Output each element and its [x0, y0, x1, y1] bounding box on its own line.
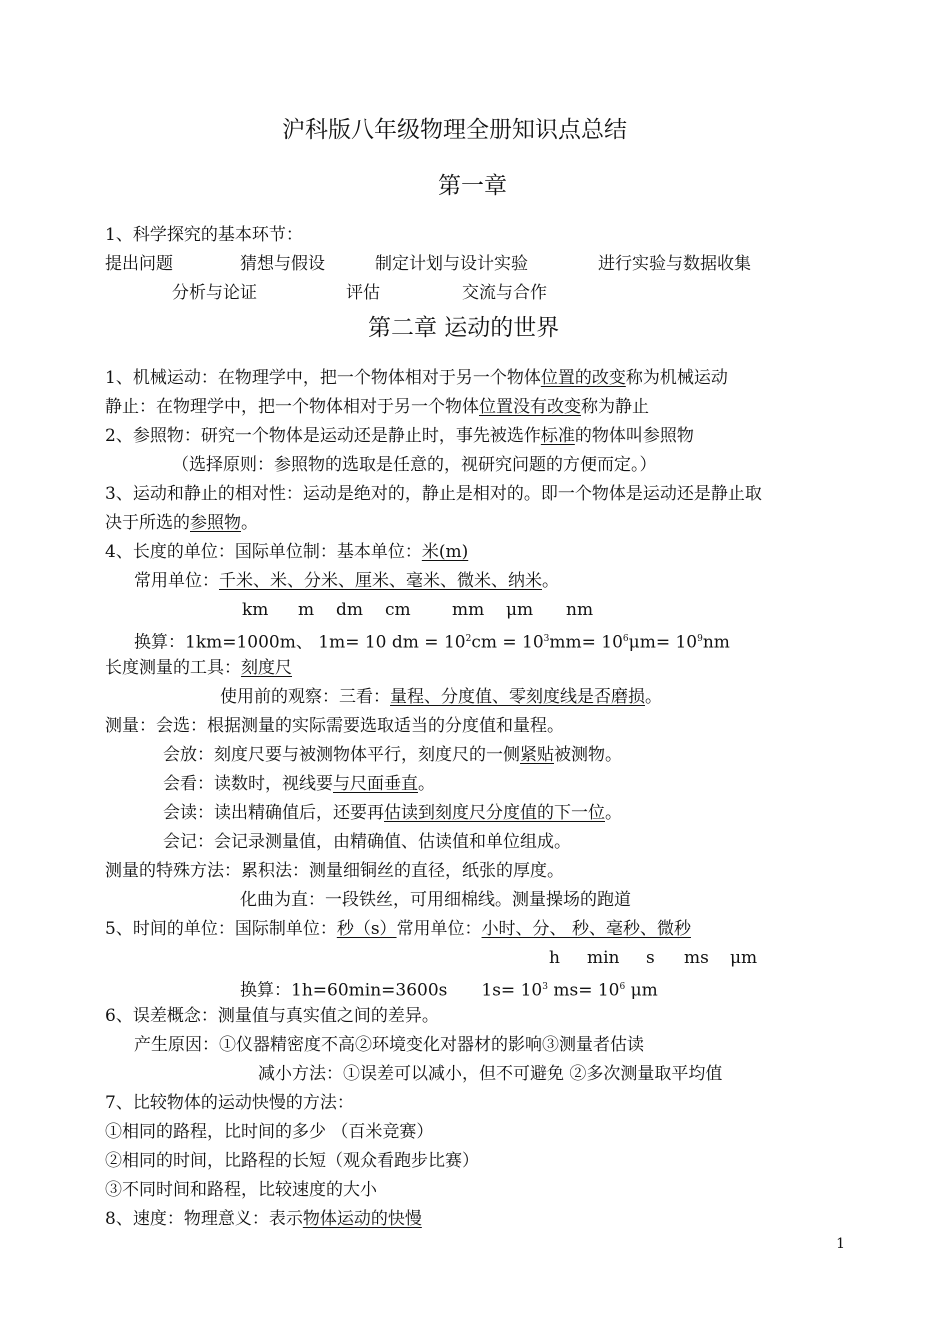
line-observe: 使用前的观察：三看：量程、分度值、零刻度线是否磨损。	[220, 687, 662, 707]
line-reference: 2、参照物：研究一个物体是运动还是静止时，事先被选作标准的物体叫参照物	[105, 426, 694, 446]
page-number: 1	[836, 1236, 845, 1252]
ch1-step: 进行实验与数据收集	[598, 254, 751, 274]
line-measure-look: 会看：读数时，视线要与尺面垂直。	[163, 774, 435, 794]
line-length-unit: 4、长度的单位：国际单位制：基本单位：米(m)	[105, 542, 469, 562]
ch1-step: 分析与论证	[172, 283, 257, 303]
line-measure-record: 会记：会记录测量值，由精确值、估读值和单位组成。	[163, 832, 571, 852]
line-compare-3: ③不同时间和路程，比较速度的大小	[105, 1180, 377, 1200]
unit-symbol: cm	[385, 600, 411, 620]
time-unit-symbol: μm	[730, 948, 758, 968]
line-mechanical-motion: 1、机械运动：在物理学中，把一个物体相对于另一个物体位置的改变称为机械运动	[105, 368, 728, 388]
line-error-reduce: 减小方法：①误差可以减小，但不可避免 ②多次测量取平均值	[258, 1064, 723, 1084]
page-title: 沪科版八年级物理全册知识点总结	[282, 117, 627, 143]
ch1-step: 制定计划与设计实验	[375, 254, 528, 274]
line-static: 静止：在物理学中，把一个物体相对于另一个物体位置没有改变称为静止	[105, 397, 649, 417]
line-error-cause: 产生原因：①仪器精密度不高②环境变化对器材的影响③测量者估读	[134, 1035, 644, 1055]
time-unit-symbol: ms	[684, 948, 709, 968]
line-length-conversion: 换算：1km=1000m、 1m= 10 dm = $10^2cm = 10^3mm= 10^6\mu m= 10^9nm$	[134, 632, 730, 653]
line-measure-place: 会放：刻度尺要与被测物体平行，刻度尺的一侧紧贴被测物。	[163, 745, 622, 765]
line-measure-tool: 长度测量的工具：刻度尺	[105, 658, 292, 678]
line-error-concept: 6、误差概念：测量值与真实值之间的差异。	[105, 1006, 439, 1026]
line-relativity-cont: 决于所选的参照物。	[105, 513, 258, 533]
unit-symbol: μm	[506, 600, 534, 620]
chapter-1-heading: 第一章	[438, 173, 507, 199]
line-measure-select: 测量：会选：根据测量的实际需要选取适当的分度值和量程。	[105, 716, 564, 736]
time-unit-symbol: s	[646, 948, 655, 968]
chapter-2-heading: 第二章 运动的世界	[368, 315, 560, 341]
unit-symbol: km	[242, 600, 269, 620]
line-compare-2: ②相同的时间，比路程的长短（观众看跑步比赛）	[105, 1151, 479, 1171]
line-special-method: 测量的特殊方法：累积法：测量细铜丝的直径，纸张的厚度。	[105, 861, 564, 881]
time-unit-symbol: h	[549, 948, 560, 968]
unit-symbol: dm	[336, 600, 364, 620]
ch1-step: 猜想与假设	[240, 254, 325, 274]
line-time-unit: 5、时间的单位：国际制单位：秒（s）常用单位：小时、分、 秒、毫秒、微秒	[105, 919, 691, 939]
unit-symbol: nm	[566, 600, 594, 620]
line-relativity: 3、运动和静止的相对性：运动是绝对的，静止是相对的。即一个物体是运动还是静止取	[105, 484, 762, 504]
line-speed: 8、速度：物理意义：表示物体运动的快慢	[105, 1209, 422, 1229]
line-time-conversion: 换算：1h=60min=3600s $1s= 10^3$ $ms= 10^6$ μm	[240, 980, 658, 1001]
line-compare-heading: 7、比较物体的运动快慢的方法：	[105, 1093, 354, 1113]
line-compare-1: ①相同的路程，比时间的多少 （百米竞赛）	[105, 1122, 434, 1142]
ch1-step: 评估	[346, 283, 380, 303]
line-choice-principle: （选择原则：参照物的选取是任意的，视研究问题的方便而定。）	[172, 455, 657, 475]
line-curve-to-straight: 化曲为直：一段铁丝，可用细棉线。测量操场的跑道	[240, 890, 631, 910]
line-measure-read: 会读：读出精确值后，还要再估读到刻度尺分度值的下一位。	[163, 803, 622, 823]
unit-symbol: mm	[452, 600, 485, 620]
ch1-line-1: 1、科学探究的基本环节：	[105, 225, 303, 245]
line-common-units: 常用单位：千米、米、分米、厘米、毫米、微米、纳米。	[134, 571, 559, 591]
ch1-step: 提出问题	[105, 254, 173, 274]
ch1-step: 交流与合作	[462, 283, 547, 303]
unit-symbol: m	[298, 600, 315, 620]
time-unit-symbol: min	[587, 948, 620, 968]
